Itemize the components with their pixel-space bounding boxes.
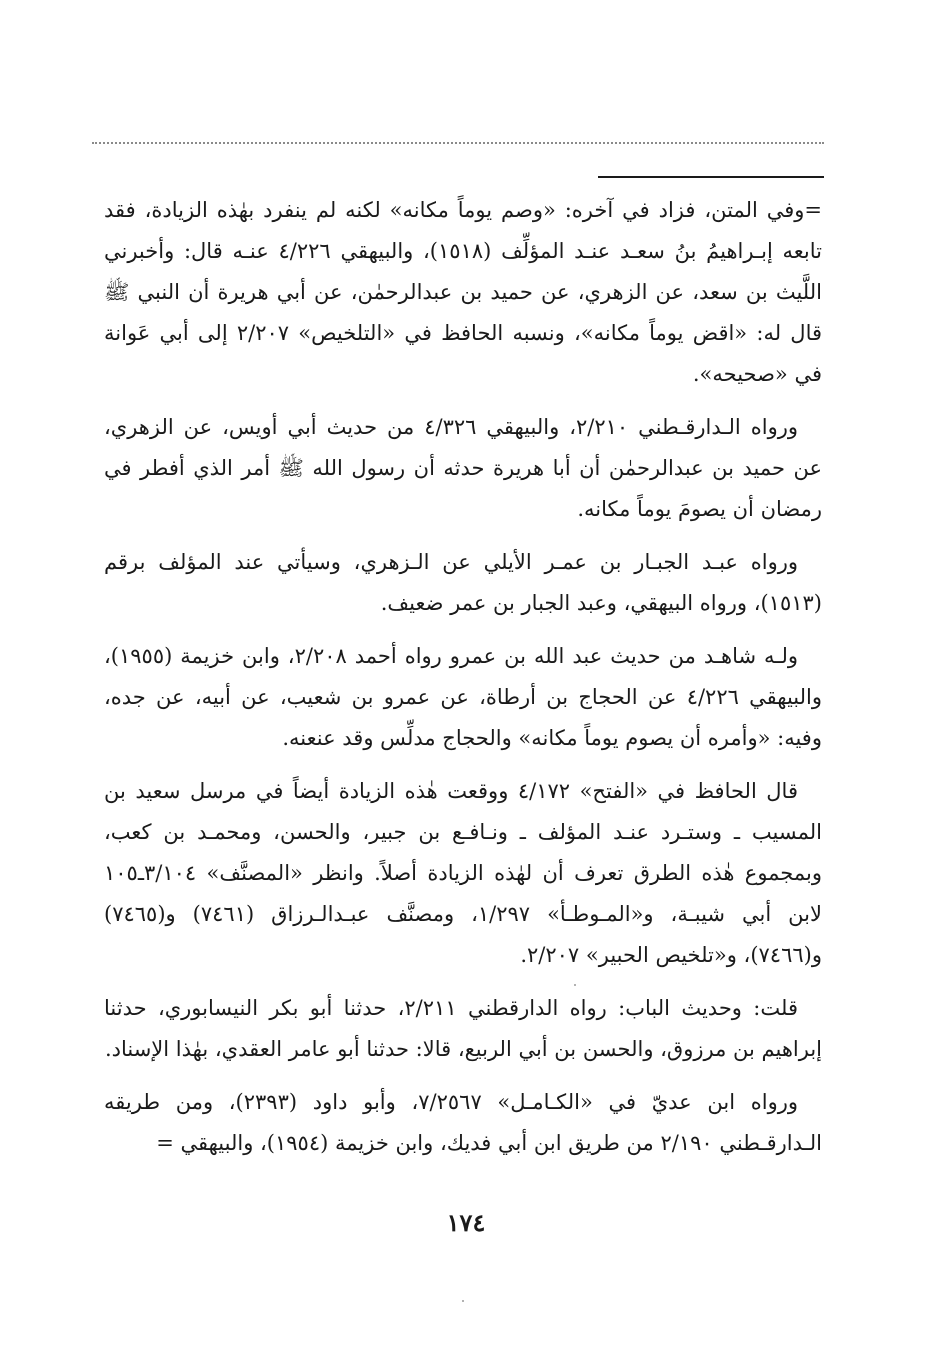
page-number: ١٧٤: [446, 1208, 486, 1237]
paragraph: ورواه الـدارقـطني ٢/٢١٠، والبيهقي ٤/٣٢٦ من حديث أبي أويس، عن الزهري، عن حميد بن عبدالرحمٰن أن أبا هريرة حدثه أن رسول الله ﷺ أمر الذي أفطر في رمضان أن يصومَ يوماً مكانه.: [104, 415, 822, 521]
footnote-body: [104, 190, 822, 1176]
footnote-rule: [598, 176, 824, 178]
dotted-separator: [92, 142, 824, 144]
scan-speck: [462, 1300, 464, 1302]
paragraph-continuation: =وفي المتن، فزاد في آخره: «وصم يوماً مكانه» لكنه لم ينفرد بهٰذه الزيادة، فقد تابعه إبـراهيمُ بنُ سعـد عنـد المؤلِّف (١٥١٨)، والبيهقي ٤/٢٢٦ عنـه قال: وأخبرني اللَّيث بن سعد، عن الزهري، عن حميد بن عبدالرحمٰن، عن أبي هريرة أن النبي ﷺ قال له: «اقض يوماً مكانه»، ونسبه الحافظ في «التلخيص» ٢/٢٠٧ إلى أبي عَوانة في «صحيحه».: [104, 198, 823, 386]
paragraph: ورواه عبـد الجبـار بن عمـر الأيلي عن الـزهري، وسيأتي عند المؤلف برقم (١٥١٣)، ورواه البيهقي، وعبد الجبار بن عمر ضعيف.: [104, 550, 822, 615]
paragraph: قال الحافظ في «الفتح» ٤/١٧٢ ووقعت هٰذه الزيادة أيضاً في مرسل سعيد بن المسيب ـ وستـرد عنـد المؤلف ـ ونـافـع بن جبير، والحسن، ومحمـد بن كعب، وبمجموع هٰذه الطرق تعرف أن لهٰذه الزيادة أصلاً. وانظر «المصنَّف» ٣/١٠٤ـ١٠٥ لابن أبي شيبـة، و«المـوطـأ» ١/٢٩٧، ومصنَّف عبـدالـرزاق (٧٤٦١) و(٧٤٦٥) و(٧٤٦٦)، و«تلخيص الحبير» ٢/٢٠٧.: [104, 779, 822, 967]
paragraph: ورواه ابن عديّ في «الكـامـل» ٧/٢٥٦٧، وأبو داود (٢٣٩٣)، ومن طريقه الـدارقـطني ٢/١٩٠ من طريق ابن أبي فديك، وابن خزيمة (١٩٥٤)، والبيهقي =: [104, 1090, 822, 1155]
paragraph: قلت: وحديث الباب: رواه الدارقطني ٢/٢١١، حدثنا أبو بكر النيسابوري، حدثنا إبراهيم بن مرزوق، والحسن بن أبي الربيع، قالا: حدثنا أبو عامر العقدي، بهٰذا الإسناد.: [104, 996, 822, 1061]
scan-speck: [574, 984, 576, 986]
paragraph: ولـه شاهـد من حديث عبد الله بن عمرو رواه أحمد ٢/٢٠٨، وابن خزيمة (١٩٥٥)، والبيهقي ٤/٢٢٦ عن الحجاج بن أرطاة، عن عمرو بن شعيب، عن أبيه، عن جده، وفيه: «وأمره أن يصوم يوماً مكانه» والحجاج مدلِّس وقد عنعنه.: [104, 644, 823, 750]
